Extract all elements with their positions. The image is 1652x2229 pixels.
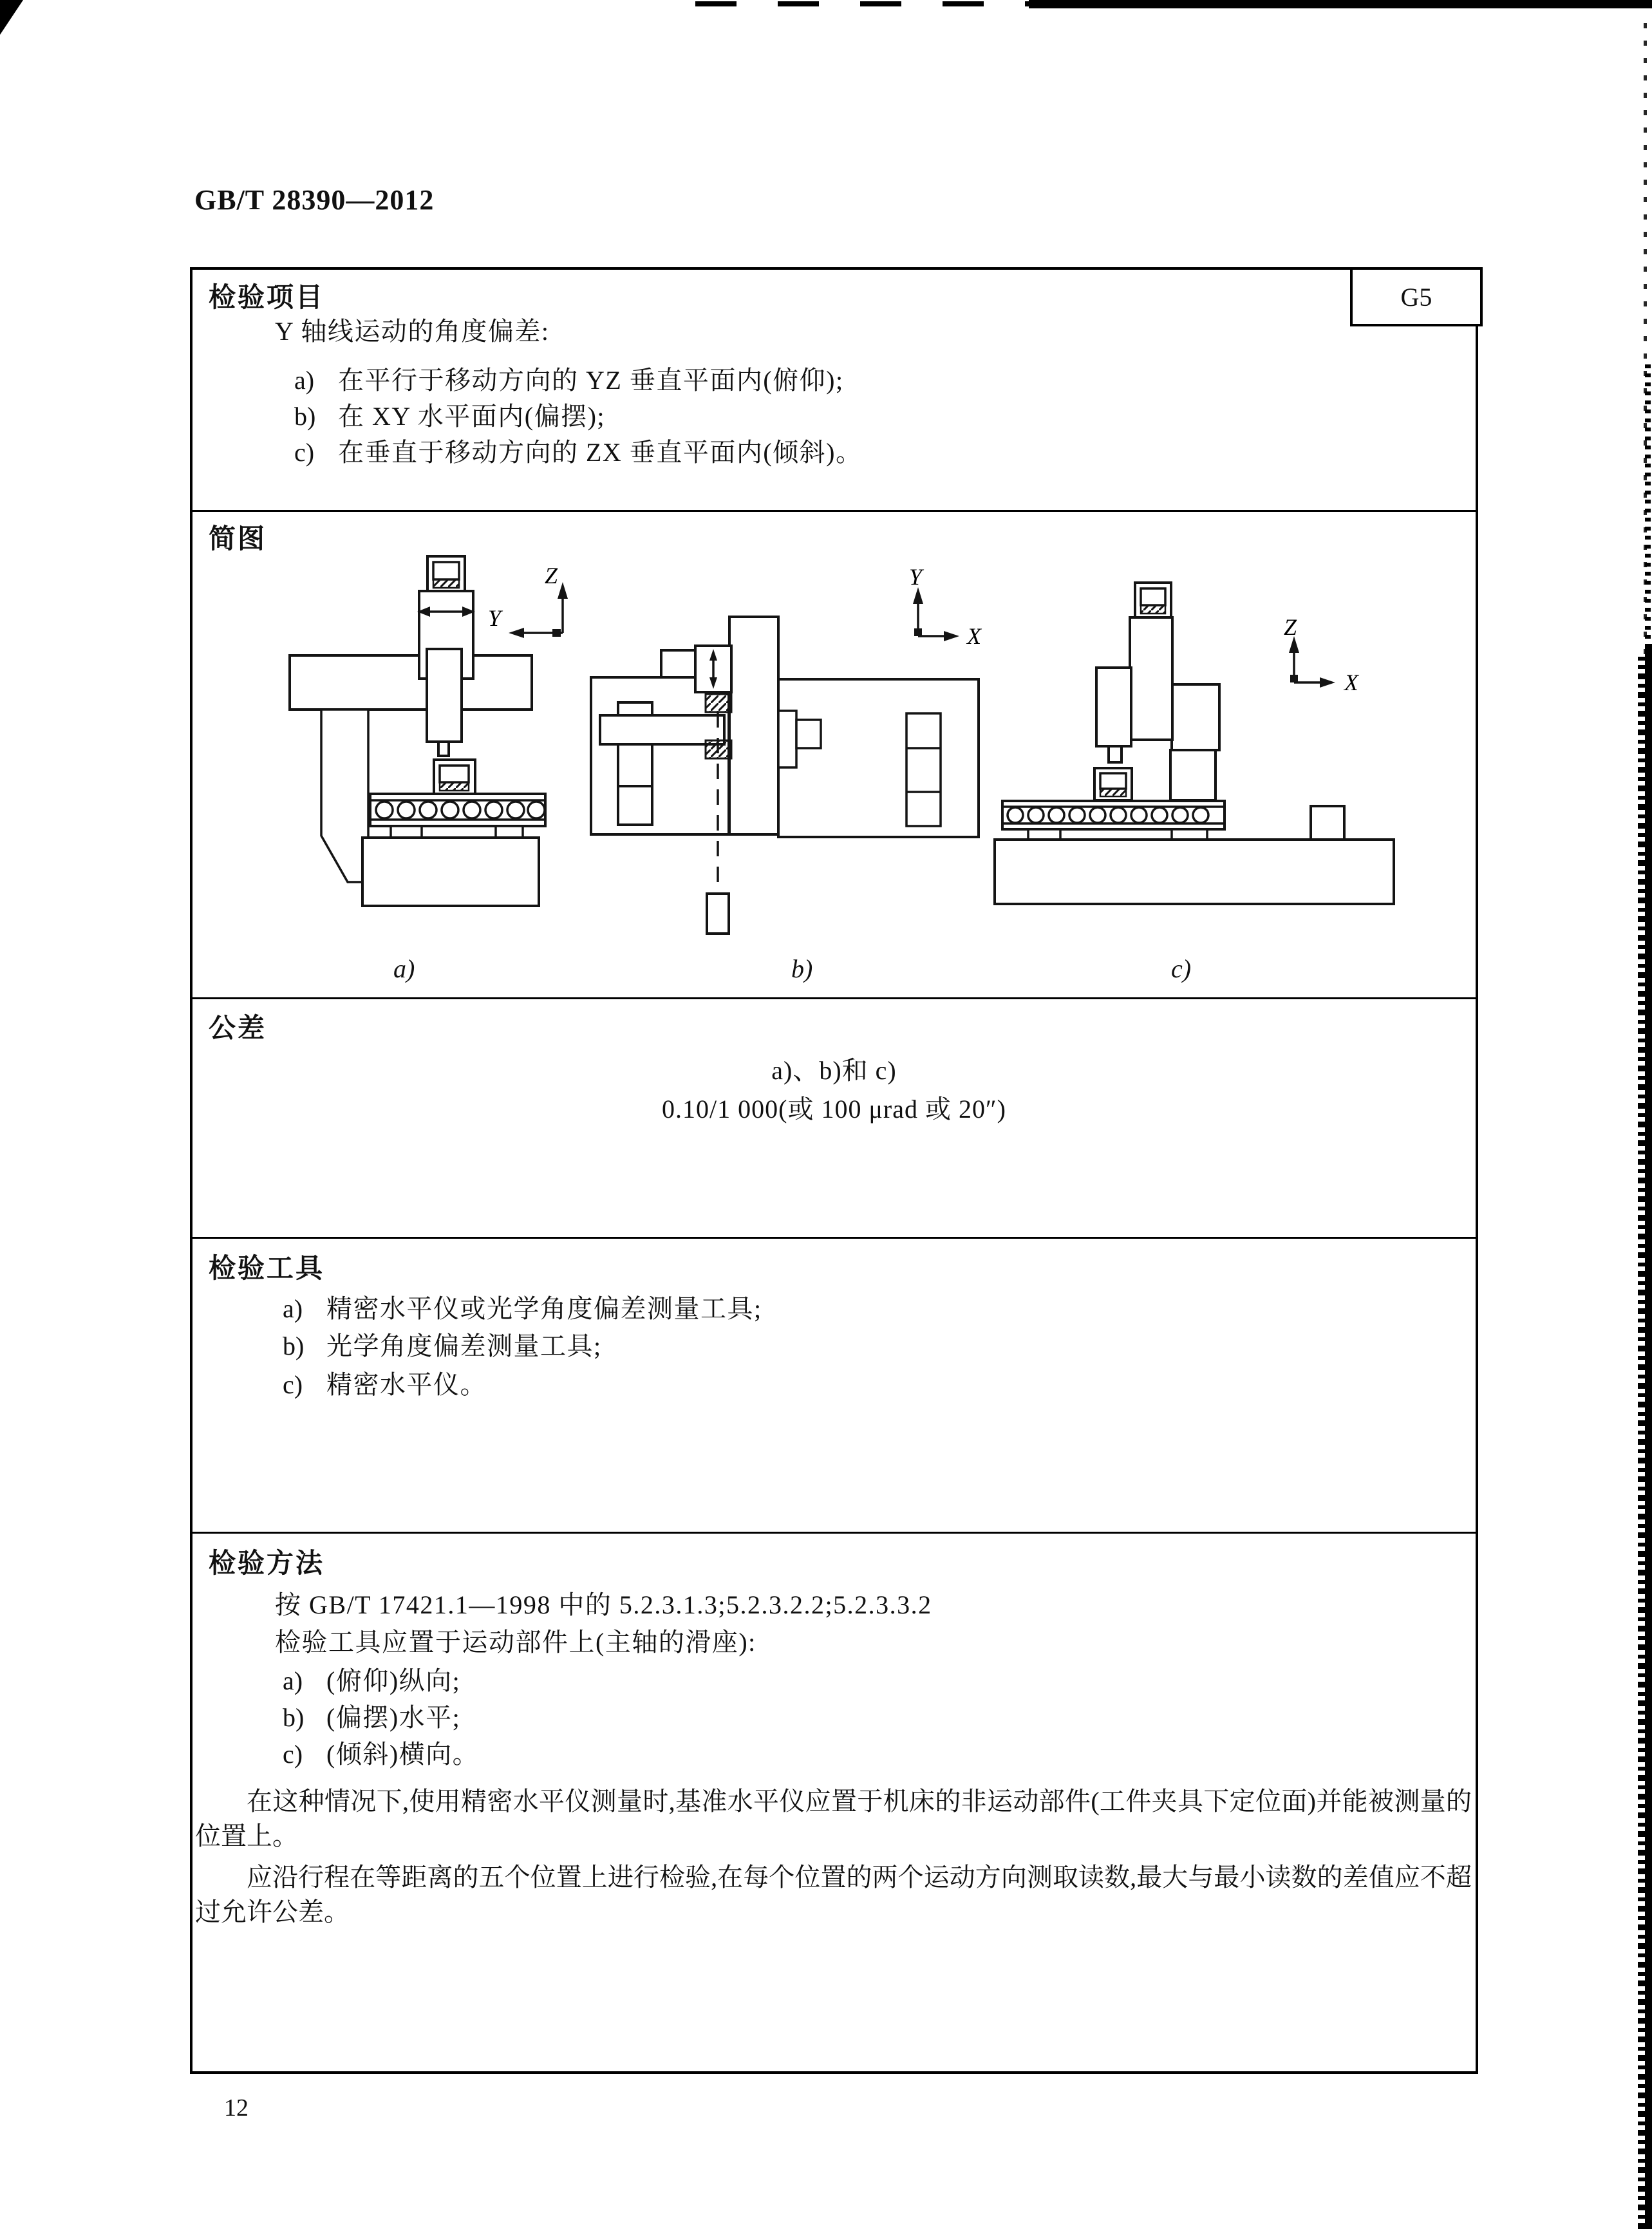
item-marker: b) xyxy=(283,1331,305,1360)
item-code: G5 xyxy=(1400,282,1432,312)
scan-right-streak-artifact xyxy=(1645,361,1651,657)
method-reference: 按 GB/T 17421.1—1998 中的 5.2.3.1.3;5.2.3.2.2;5.2.3.3.2 xyxy=(275,1590,932,1619)
inspection-item-b xyxy=(294,396,605,433)
diagram-caption-c: c) xyxy=(1171,954,1192,983)
item-marker: b) xyxy=(294,402,316,431)
item-marker: b) xyxy=(283,1703,305,1732)
item-text: 精密水平仪或光学角度偏差测量工具; xyxy=(326,1294,762,1323)
standard-number: GB/T 28390—2012 xyxy=(194,184,435,216)
item-marker: c) xyxy=(283,1370,303,1399)
scan-right-streak-artifact xyxy=(1645,644,1652,2229)
axis-label: Z xyxy=(545,563,558,588)
section-divider xyxy=(192,997,1476,999)
item-marker: c) xyxy=(294,438,315,467)
section-label-tools: 检验工具 xyxy=(209,1254,325,1284)
section-divider xyxy=(192,510,1476,512)
method-placement: 检验工具应置于运动部件上(主轴的滑座): xyxy=(275,1628,756,1657)
item-text: (倾斜)横向。 xyxy=(326,1740,480,1769)
axis-label: Y xyxy=(488,605,502,631)
section-label-tolerance: 公差 xyxy=(209,1014,267,1044)
machine-diagram-b xyxy=(579,567,1011,985)
inspection-intro: Y 轴线运动的角度偏差: xyxy=(275,317,550,346)
axis-label: X xyxy=(1344,670,1358,695)
item-marker: a) xyxy=(283,1666,303,1695)
item-text: 在平行于移动方向的 YZ 垂直平面内(俯仰); xyxy=(338,366,844,395)
diagram-caption-b: b) xyxy=(791,954,813,983)
scan-top-edge-artifact xyxy=(1029,0,1652,8)
tolerance-value: 0.10/1 000(或 100 μrad 或 20″) xyxy=(662,1095,1006,1124)
method-paragraph: 在这种情况下,使用精密水平仪测量时,基准水平仪应置于机床的非运动部件(工件夹具下定位面)并能被测量的位置上。 xyxy=(195,1787,1472,1850)
tool-item-c xyxy=(283,1364,487,1401)
page-number: 12 xyxy=(224,2094,249,2121)
axis-label: Y xyxy=(909,567,923,590)
item-code-badge xyxy=(1350,267,1483,326)
item-marker: a) xyxy=(294,366,315,395)
diagram-caption-a: a) xyxy=(393,954,415,983)
item-text: 在 XY 水平面内(偏摆); xyxy=(338,402,606,431)
axis-label: Z xyxy=(1284,614,1297,640)
tolerance-scope: a)、b)和 c) xyxy=(771,1056,897,1085)
item-marker: c) xyxy=(283,1740,303,1769)
item-text: 在垂直于移动方向的 ZX 垂直平面内(倾斜)。 xyxy=(338,438,863,467)
machine-diagram-c xyxy=(991,567,1436,985)
scan-right-streak-artifact xyxy=(1638,657,1645,2229)
tool-item-a xyxy=(283,1288,762,1325)
method-item-c xyxy=(283,1734,479,1771)
inspection-item-a xyxy=(294,360,844,397)
method-item-a xyxy=(283,1660,460,1697)
section-label-method: 检验方法 xyxy=(209,1549,325,1579)
inspection-item-c xyxy=(294,432,862,469)
method-paragraph: 应沿行程在等距离的五个位置上进行检验,在每个位置的两个运动方向测取读数,最大与最小读数的差值应不超过允许公差。 xyxy=(195,1863,1472,1926)
scan-top-edge-dash-artifact xyxy=(695,1,1030,6)
item-text: (俯仰)纵向; xyxy=(326,1666,461,1695)
item-marker: a) xyxy=(283,1294,303,1323)
scan-corner-artifact xyxy=(0,0,23,35)
section-label-inspection-item: 检验项目 xyxy=(209,283,325,313)
method-item-b xyxy=(283,1697,460,1734)
section-label-diagram: 简图 xyxy=(209,525,267,554)
inspection-sheet-table xyxy=(190,267,1478,2074)
item-text: 光学角度偏差测量工具; xyxy=(326,1331,602,1360)
item-text: 精密水平仪。 xyxy=(326,1370,487,1399)
tool-item-b xyxy=(283,1326,602,1362)
axis-label: X xyxy=(967,623,981,649)
section-divider xyxy=(192,1237,1476,1239)
section-divider xyxy=(192,1532,1476,1534)
item-text: (偏摆)水平; xyxy=(326,1703,461,1732)
